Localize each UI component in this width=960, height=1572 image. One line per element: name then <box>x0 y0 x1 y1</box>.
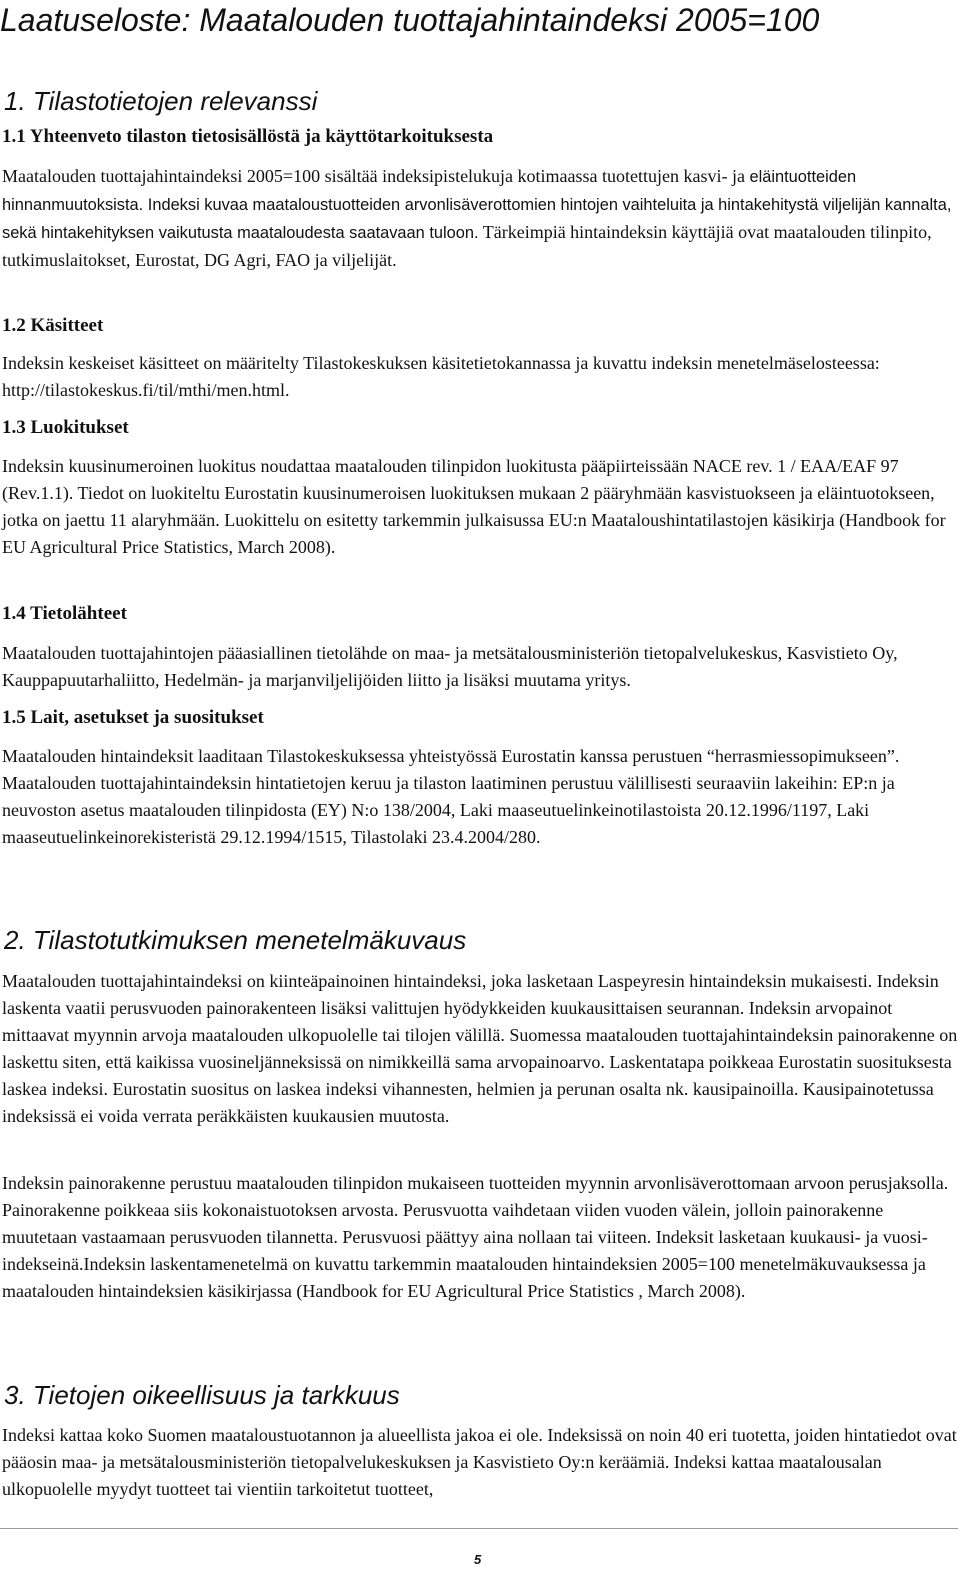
section-2-paragraph-2: Indeksin painorakenne perustuu maatalouden tilinpidon mukaiseen tuotteiden myynnin arvonlisäverottomaan arvoon perusjaksolla. Painorakenne poikkeaa siis kokonaistuotoksen arvosta. Perusvuotta vaihdetaan viiden vuoden välein, jolloin painorakenne muutetaan vastaamaan perusvuoden tilannetta. Perusvuosi päättyy aina nollaan tai viiteen. Indeksit lasketaan kuukausi- ja vuosi-indekseinä.Indeksin laskentamenetelmä on kuvattu tarkemmin maatalouden hintaindeksien 2005=100 menetelmäkuvauksessa ja maatalouden hintaindeksien käsikirjassa (Handbook for EU Agricultural Price Statistics , March 2008). <box>2 1173 949 1301</box>
section-3-paragraph-1: Indeksi kattaa koko Suomen maataloustuotannon ja alueellista jakoa ei ole. Indeksissä on noin 40 eri tuotetta, joiden hintatiedot ovat pääosin maa- ja metsätalousministeriön tietopalvelukeskuksen ja Kasvistieto Oy:n keräämiä. Indeksi kattaa maatalousalan ulkopuolelle myydyt tuotteet tai vientiin tarkoitetut tuotteet, <box>2 1425 957 1499</box>
subsection-1-4-text: Maatalouden tuottajahintojen pääasiallinen tietolähde on maa- ja metsätalousministeriön tietopalvelukeskus, Kasvistieto Oy, Kauppapuutarhaliitto, Hedelmän- ja marjanviljelijöiden liitto ja lisäksi muutama yritys. <box>2 643 898 690</box>
subsection-1-1-heading: 1.1 Yhteenveto tilaston tietosisällöstä ja käyttötarkoituksesta <box>2 126 494 147</box>
subsection-1-5-heading: 1.5 Lait, asetukset ja suositukset <box>2 707 264 728</box>
section-2-paragraph-1: Maatalouden tuottajahintaindeksi on kiinteäpainoinen hintaindeksi, joka lasketaan Laspeyresin hintaindeksin mukaisesti. Indeksin laskenta vaatii perusvuoden painorakenteen lisäksi valittujen hyödykkeiden kuukausittaisen seurannan. Indeksin arvopainot mittaavat myynnin arvoja maatalouden ulkopuolelle tai tilojen välillä. Suomessa maatalouden tuottajahintaindeksin painorakenne on laskettu siten, että kaikissa vuosineljänneksissä on nimikkeillä sama arvopainoarvo. Laskentatapa poikkeaa Eurostatin suosituksesta laskea indeksi. Eurostatin suositus on laskea indeksi vihannesten, helmien ja perunan osalta nk. kausipainoilla. Kausipainotetussa indeksissä ei voida verrata peräkkäisten kuukausien muutosta. <box>2 971 958 1126</box>
subsection-1-1-text-serif: Maatalouden tuottajahintaindeksi 2005=100 sisältää indeksipistelukuja kotimaassa tuotettujen kasvi- ja <box>2 166 750 186</box>
subsection-1-1-text-tail: Tärkeimpiä hintaindeksin käyttäjiä ovat maatalouden tilinpito, tutkimuslaitokset, Eurostat, DG Agri, FAO ja viljelijät. <box>2 222 932 270</box>
subsection-1-5-text: Maatalouden hintaindeksit laaditaan Tilastokeskuksessa yhteistyössä Eurostatin kanssa perustuen “herrasmiessopimukseen”. Maatalouden tuottajahintaindeksin hintatietojen keruu ja tilaston laatiminen perustuu välillisesti seuraaviin lakeihin: EP:n ja neuvoston asetus maatalouden tilinpidosta (EY) N:o 138/2004, Laki maaseutuelinkeinotilastoista 20.12.1996/1197, Laki maaseutuelinkeinorekisteristä 29.12.1994/1515, Tilastolaki 23.4.2004/280. <box>2 746 900 847</box>
subsection-1-2-heading: 1.2 Käsitteet <box>2 315 104 336</box>
footer-divider <box>0 1528 958 1529</box>
subsection-1-3-heading: 1.3 Luokitukset <box>2 417 129 438</box>
subsection-1-2-text: Indeksin keskeiset käsitteet on määritelty Tilastokeskuksen käsitetietokannassa ja kuvattu indeksin menetelmäselosteessa: http://tilastokeskus.fi/til/mthi/men.html. <box>2 353 880 400</box>
subsection-1-1-text <box>2 163 960 274</box>
page-number: 5 <box>474 1552 482 1567</box>
section-2-heading: 2. Tilastotutkimuksen menetelmäkuvaus <box>4 925 467 955</box>
subsection-1-1-text-sans: eläintuotteiden hinnanmuutoksista. Indeksi kuvaa maataloustuotteiden arvonlisäverottomien hintojen vaihteluita ja hintakehitystä viljelijän kannalta, sekä hintakehityksen vaikutusta maataloudesta saatavaan tuloon. <box>2 168 952 242</box>
section-1-heading: 1. Tilastotietojen relevanssi <box>4 86 318 116</box>
subsection-1-3-text: Indeksin kuusinumeroinen luokitus noudattaa maatalouden tilinpidon luokitusta pääpiirteissään NACE rev. 1 / EAA/EAF 97 (Rev.1.1). Tiedot on luokiteltu Eurostatin kuusinumeroisen luokituksen mukaan 2 pääryhmään kasvistuokseen ja eläintuotokseen, jotka on jaettu 11 alaryhmään. Luokittelu on esitetty tarkemmin julkaisussa EU:n Maataloushintatilastojen käsikirja (Handbook for EU Agricultural Price Statistics, March 2008). <box>2 456 946 557</box>
subsection-1-4-heading: 1.4 Tietolähteet <box>2 603 127 624</box>
document-title: Laatuseloste: Maatalouden tuottajahintaindeksi 2005=100 <box>0 2 820 38</box>
section-3-heading: 3. Tietojen oikeellisuus ja tarkkuus <box>4 1380 400 1410</box>
